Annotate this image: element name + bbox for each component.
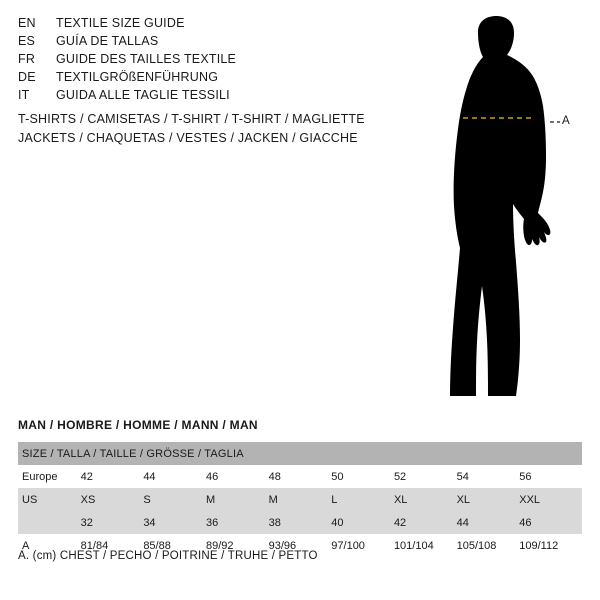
language-code: IT: [18, 88, 30, 102]
language-code: FR: [18, 52, 36, 66]
cell: 89/92: [206, 534, 269, 557]
cell: M: [269, 488, 332, 511]
cell: 50: [331, 465, 394, 488]
cell: 52: [394, 465, 457, 488]
cell: 109/112: [519, 534, 582, 557]
cell: 38: [269, 511, 332, 534]
table-header-label: SIZE / TALLA / TAILLE / GRÖSSE / TAGLIA: [18, 442, 582, 465]
language-code: ES: [18, 34, 36, 48]
cell: 40: [331, 511, 394, 534]
language-code: DE: [18, 70, 36, 84]
language-title: GUIDA ALLE TAGLIE TESSILI: [56, 88, 230, 102]
male-silhouette-icon: [410, 10, 590, 410]
language-title: GUÍA DE TALLAS: [56, 34, 159, 48]
cell: 97/100: [331, 534, 394, 557]
footnote: A. (cm) CHEST / PECHO / POITRINE / TRUHE / PETTO: [18, 550, 318, 562]
body-figure: [410, 10, 590, 410]
table-title: MAN / HOMBRE / HOMME / MANN / MAN: [18, 418, 258, 432]
row-label: A: [18, 534, 81, 557]
cell: 44: [457, 511, 520, 534]
cell: 46: [206, 465, 269, 488]
table-row: [18, 511, 582, 534]
cell: 48: [269, 465, 332, 488]
cell: 34: [143, 511, 206, 534]
size-table: [18, 442, 582, 557]
cell: 42: [394, 511, 457, 534]
cell: 42: [81, 465, 144, 488]
cell: 46: [519, 511, 582, 534]
table-row: [18, 488, 582, 511]
category-line-jackets: JACKETS / CHAQUETAS / VESTES / JACKEN / GIACCHE: [18, 131, 358, 145]
language-code: EN: [18, 16, 36, 30]
language-header-block: [18, 16, 398, 106]
cell: 105/108: [457, 534, 520, 557]
language-title: TEXTILE SIZE GUIDE: [56, 16, 185, 30]
category-block: [18, 110, 418, 148]
chest-marker-label: A: [562, 115, 571, 127]
table-row: [18, 465, 582, 488]
cell: L: [331, 488, 394, 511]
cell: 32: [81, 511, 144, 534]
language-row: [18, 70, 398, 88]
row-label: Europe: [18, 465, 81, 488]
cell: M: [206, 488, 269, 511]
cell: 85/88: [143, 534, 206, 557]
cell: 101/104: [394, 534, 457, 557]
cell: 54: [457, 465, 520, 488]
cell: S: [143, 488, 206, 511]
language-title: TEXTILGRÖßENFÜHRUNG: [56, 70, 219, 84]
cell: 81/84: [81, 534, 144, 557]
language-row: [18, 88, 398, 106]
row-label: US: [18, 488, 81, 511]
table-header-row: [18, 442, 582, 465]
cell: 93/96: [269, 534, 332, 557]
cell: XL: [457, 488, 520, 511]
cell: XXL: [519, 488, 582, 511]
language-row: [18, 52, 398, 70]
language-title: GUIDE DES TAILLES TEXTILE: [56, 52, 237, 66]
cell: 36: [206, 511, 269, 534]
cell: XS: [81, 488, 144, 511]
cell: XL: [394, 488, 457, 511]
category-line-tshirts: T-SHIRTS / CAMISETAS / T-SHIRT / T-SHIRT / MAGLIETTE: [18, 112, 365, 126]
row-label: [18, 511, 81, 534]
language-row: [18, 16, 398, 34]
language-row: [18, 34, 398, 52]
cell: 44: [143, 465, 206, 488]
cell: 56: [519, 465, 582, 488]
